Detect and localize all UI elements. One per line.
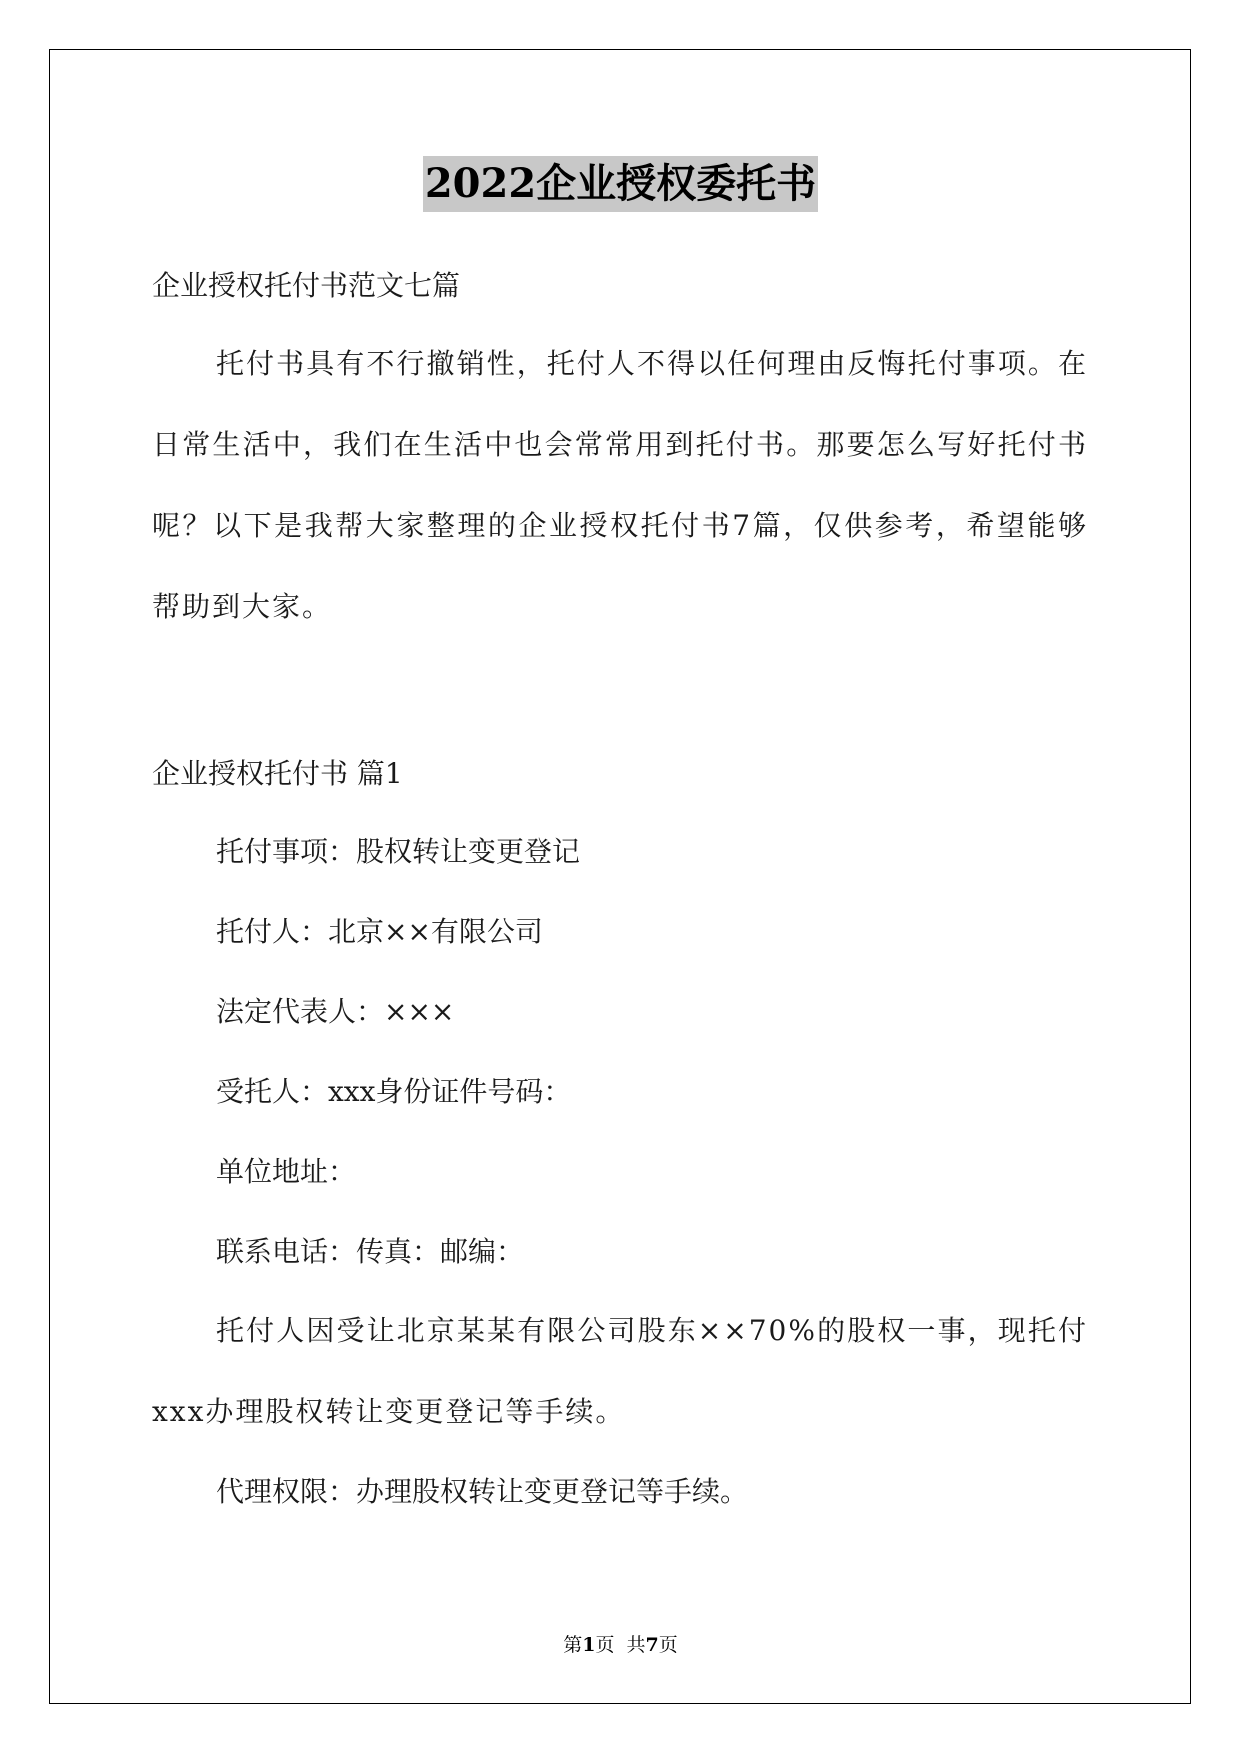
contact-info: 联系电话：传真：邮编： bbox=[216, 1235, 525, 1268]
footer-suffix: 页 bbox=[658, 1634, 678, 1656]
legal-representative: 法定代表人：××× bbox=[216, 995, 455, 1028]
agent: 受托人：xxx身份证件号码： bbox=[216, 1075, 572, 1108]
entrust-paragraph: 托付人因受让北京某某有限公司股东××70%的股权一事，现托付xxx办理股权转让变更登记等手续。 bbox=[152, 1314, 1088, 1428]
current-page-number: 1 bbox=[582, 1634, 596, 1656]
subtitle: 企业授权托付书范文七篇 bbox=[152, 269, 461, 302]
entrust-matter: 托付事项：股权转让变更登记 bbox=[216, 835, 581, 868]
intro-paragraph: 托付书具有不行撤销性，托付人不得以任何理由反悔托付事项。在日常生活中，我们在生活中也会常常用到托付书。那要怎么写好托付书呢？以下是我帮大家整理的企业授权托付书7篇，仅供参考，希望能够帮助到大家。 bbox=[152, 347, 1088, 623]
unit-address: 单位地址： bbox=[216, 1155, 357, 1188]
document-title: 2022企业授权委托书 bbox=[423, 156, 818, 212]
footer-mid: 页 共 bbox=[595, 1634, 646, 1656]
principal: 托付人：北京××有限公司 bbox=[216, 915, 543, 948]
footer-prefix: 第 bbox=[563, 1634, 583, 1656]
authority: 代理权限：办理股权转让变更登记等手续。 bbox=[216, 1475, 749, 1508]
section-heading: 企业授权托付书 篇1 bbox=[152, 757, 403, 790]
page-footer bbox=[0, 1630, 1241, 1657]
title-container bbox=[0, 156, 1241, 212]
total-pages: 7 bbox=[645, 1634, 659, 1656]
